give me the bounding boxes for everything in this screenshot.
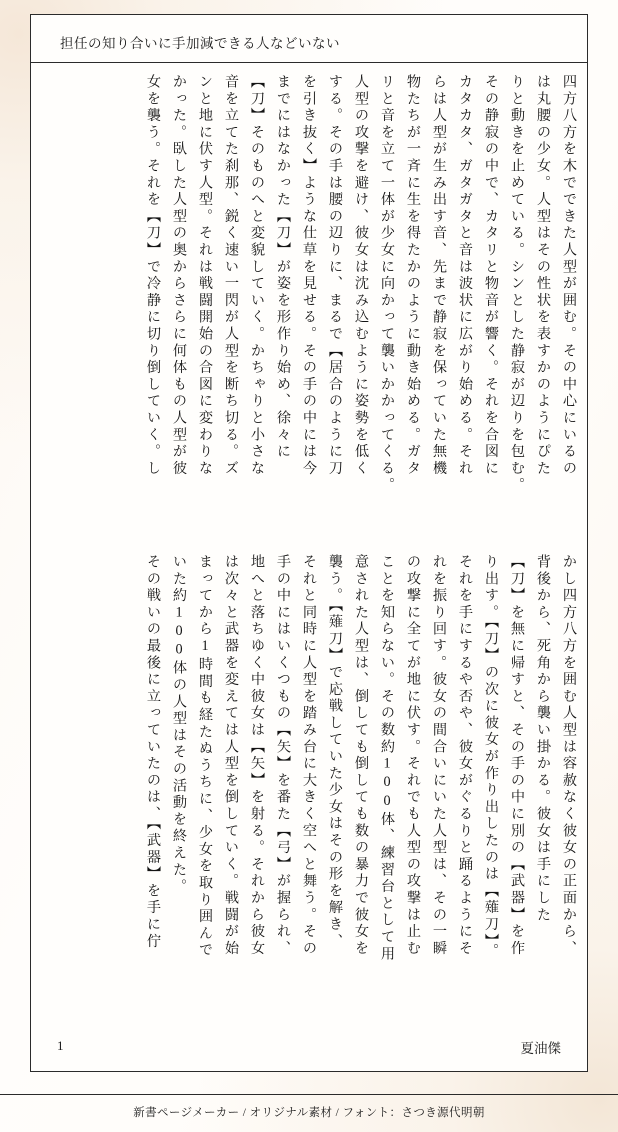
text-column: その戦いの最後に立っていたのは、【武器】を手に佇 — [145, 554, 161, 951]
text-column: を引き抜く】ような仕草を見せる。その手の中には今 — [301, 74, 317, 478]
text-column: リと音を立て一体が少女に向かって襲いかかってくる。 — [379, 74, 395, 494]
footer-credit: 新書ページメーカー / オリジナル素材 / フォント：さつき源代明朝 — [133, 1107, 485, 1119]
bottom-rule — [30, 1071, 588, 1072]
top-rule — [30, 14, 588, 15]
text-column: 四方八方を木でできた人型が囲む。その中心にいるの — [561, 74, 577, 478]
text-column: 【刀】そのものへと変貌していく。かちゃりと小さな — [249, 74, 265, 478]
page-title: 担任の知り合いに手加減できる人などいない — [60, 36, 340, 51]
author-name: 夏油傑 — [520, 1041, 561, 1056]
text-column: らは人型が生み出す音、先まで静寂を保っていた無機 — [431, 74, 447, 478]
page-number: 1 — [57, 1038, 64, 1053]
text-column: 意された人型は、倒しても倒しても数の暴力で彼女を — [353, 554, 369, 958]
text-column: 音を立てた刹那、鋭く速い一閃が人型を断ち切る。ズ — [223, 74, 239, 478]
text-column: カタカタ、ガタガタと音は波状に広がり始める。それ — [457, 74, 473, 478]
text-column: り出す。【刀】の次に彼女が作り出したのは【薙刀】。 — [483, 554, 499, 960]
body-text-area — [42, 74, 576, 1034]
text-column: は次々と武器を変えては人型を倒していく。戦闘が始 — [223, 554, 239, 958]
text-column: 襲う。【薙刀】で応戦していた少女はその形を解き、 — [327, 554, 343, 951]
top-text-block — [42, 74, 576, 544]
text-column: は丸腰の少女。人型はその性状を表すかのようにぴた — [535, 74, 551, 478]
text-column: それと同時に人型を踏み台に大きく空へと舞う。その — [301, 554, 317, 958]
text-column: かった。臥した人型の奥からさらに何体もの人型が彼 — [171, 74, 187, 478]
text-column: ンと地に伏す人型。それは戦闘開始の合図に変わりな — [197, 74, 213, 478]
text-column: 地へと落ちゆく中彼女は【矢】を射る。それから彼女 — [249, 554, 265, 958]
text-column: 女を襲う。それを【刀】で冷静に切り倒していく。し — [145, 74, 161, 478]
text-column: する。その手は腰の辺りに、まるで【居合のように刀 — [327, 74, 343, 478]
text-column: 物たちが一斉に生を得たかのように動き始める。ガタ — [405, 74, 421, 478]
footer-rule — [0, 1094, 618, 1095]
text-column: の攻撃に全てが地に伏す。それでも人型の攻撃は止む — [405, 554, 421, 958]
text-column: れを振り回す。彼女の間合いにいた人型は、その一瞬 — [431, 554, 447, 958]
text-column: その静寂の中で、カタリと物音が響く。それを合図に — [483, 74, 499, 478]
bottom-text-block — [42, 554, 576, 1014]
text-column: それを手にするや否や、彼女がぐるりと踊るようにそ — [457, 554, 473, 958]
text-column: 背後から、死角から襲い掛かる。彼女は手にした — [535, 554, 551, 924]
header-rule — [30, 62, 588, 63]
text-column: まってから1時間も経たぬうちに、少女を取り囲んで — [197, 554, 213, 959]
text-column: 手の中にはいくつもの【矢】を番た【弓】が握られ、 — [275, 554, 291, 958]
text-column: いた約100体の人型はその活動を終えた。 — [171, 554, 187, 896]
text-column: かし四方八方を囲む人型は容赦なく彼女の正面から、 — [561, 554, 577, 958]
text-column: 【刀】を無に帰すと、その手の中に別の【武器】を作 — [509, 554, 525, 958]
text-column: りと動きを止めている。シンとした静寂が辺りを包む。 — [509, 74, 525, 494]
text-column: 人型の攻撃を避け、彼女は沈み込むように姿勢を低く — [353, 74, 369, 478]
text-column: ことを知らない。その数約100体、練習台として用 — [379, 554, 395, 963]
text-column: までにはなかった【刀】が姿を形作り始め、徐々に — [275, 74, 291, 461]
